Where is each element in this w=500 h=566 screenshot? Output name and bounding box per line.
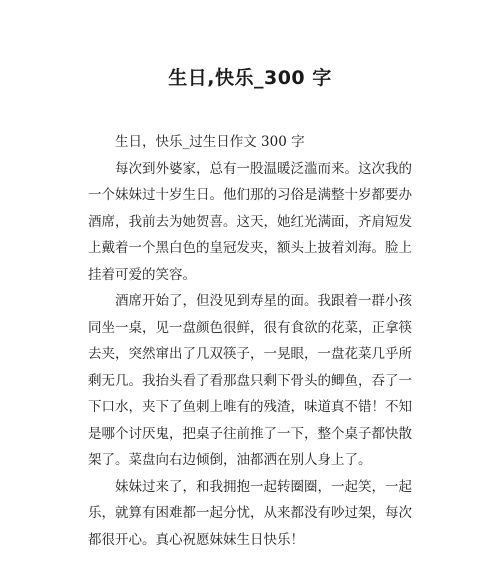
article-body [88, 129, 412, 553]
document-title: 生日,快乐_300 字 [168, 67, 332, 89]
paragraph-3: 妹妹过来了，和我拥抱一起转圈圈，一起笑，一起乐，就算有困难都一起分忧，从来都没有吵过架，每次都很开心。真心祝愿妹妹生日快乐！ [88, 478, 412, 548]
paragraph-2: 酒席开始了，但没见到寿星的面。我跟着一群小孩同坐一桌，见一盘颜色很鲜，很有食欲的花菜，正拿筷去夹，突然窜出了几双筷子，一晃眼，一盘花菜几乎所剩无几。我抬头看了看那盘只剩下骨头的鲫鱼，吞了一下口水，夹下了鱼刺上唯有的残渣，味道真不错！不知是哪个讨厌鬼，把桌子往前推了一下，整个桌子都快散架了。菜盘向右边倾倒，油都洒在别人身上了。 [88, 293, 412, 468]
paragraph-1: 每次到外婆家，总有一股温暖泛滥而来。这次我的一个妹妹过十岁生日。他们那的习俗是满整十岁都要办酒席，我前去为她贺喜。这天，她红光满面，齐肩短发上戴着一个黑白色的皇冠发夹，额头上披着刘海。脸上挂着可爱的笑容。 [88, 160, 412, 283]
article-subtitle: 生日，快乐_过生日作文 300 字 [115, 134, 305, 150]
